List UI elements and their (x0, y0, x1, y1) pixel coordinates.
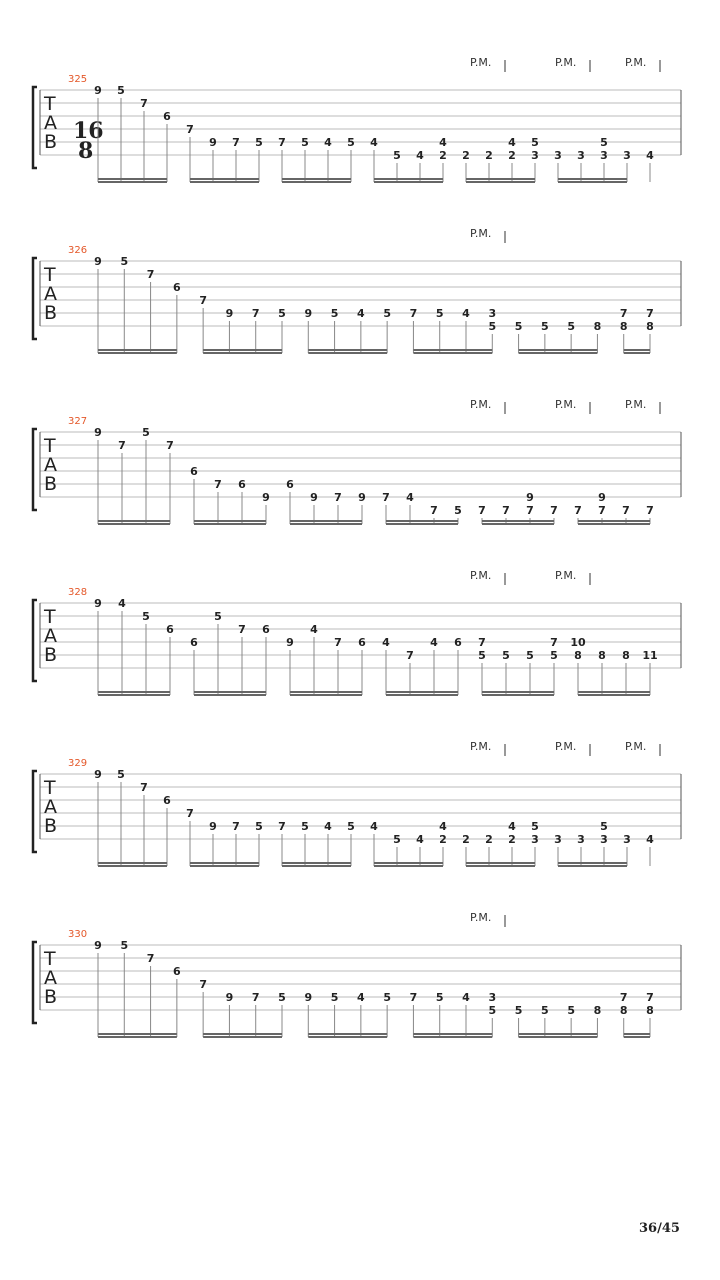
tab-clef-letter: A (44, 112, 57, 134)
fret-number: 5 (117, 84, 125, 97)
fret-number: 7 (186, 807, 194, 820)
fret-number: 4 (508, 136, 516, 149)
time-signature-bottom: 8 (78, 138, 94, 164)
fret-number: 3 (531, 833, 539, 846)
palm-mute-label: P.M. (470, 911, 492, 924)
fret-number: 7 (166, 439, 174, 452)
fret-number: 9 (262, 491, 270, 504)
fret-number: 9 (598, 491, 606, 504)
fret-number: 2 (462, 149, 470, 162)
fret-number: 7 (334, 491, 342, 504)
tab-clef-letter: A (44, 283, 57, 305)
fret-number: 4 (439, 820, 447, 833)
fret-number: 5 (567, 320, 575, 333)
palm-mute-label: P.M. (470, 569, 492, 582)
tab-clef-letter: B (44, 473, 58, 495)
fret-number: 5 (567, 1004, 575, 1017)
fret-number: 7 (622, 504, 630, 517)
fret-number: 7 (409, 991, 418, 1004)
palm-mute-label: P.M. (555, 740, 577, 753)
fret-number: 4 (646, 833, 654, 846)
fret-number: 6 (173, 281, 181, 294)
fret-number: 9 (94, 768, 102, 781)
fret-number: 5 (120, 939, 129, 952)
fret-number: 5 (502, 649, 510, 662)
fret-number: 5 (255, 820, 263, 833)
fret-number: 5 (330, 991, 339, 1004)
fret-number: 5 (488, 1004, 497, 1017)
fret-number: 6 (286, 478, 294, 491)
fret-number: 5 (514, 1004, 523, 1017)
fret-number: 4 (382, 636, 390, 649)
fret-number: 8 (622, 649, 630, 662)
fret-number: 7 (238, 623, 246, 636)
fret-number: 7 (251, 991, 260, 1004)
fret-number: 8 (619, 320, 628, 333)
fret-number: 5 (214, 610, 222, 623)
fret-number: 2 (485, 149, 493, 162)
fret-number: 6 (163, 110, 171, 123)
fret-number: 9 (304, 991, 313, 1004)
fret-number: 4 (324, 820, 332, 833)
fret-number: 9 (225, 307, 234, 320)
fret-number: 6 (163, 794, 171, 807)
fret-number: 5 (435, 307, 444, 320)
fret-number: 7 (186, 123, 194, 136)
fret-number: 5 (142, 426, 150, 439)
fret-number: 5 (531, 136, 539, 149)
fret-number: 5 (488, 320, 497, 333)
fret-number: 3 (577, 149, 585, 162)
fret-number: 7 (409, 307, 418, 320)
fret-number: 8 (646, 1004, 654, 1017)
tab-clef-letter: T (44, 93, 56, 115)
palm-mute-label: P.M. (625, 398, 647, 411)
palm-mute-label: P.M. (470, 227, 492, 240)
fret-number: 7 (199, 978, 207, 991)
fret-number: 8 (593, 1004, 602, 1017)
palm-mute-label: P.M. (625, 56, 647, 69)
fret-number: 5 (600, 136, 608, 149)
fret-number: 6 (238, 478, 246, 491)
measure-number: 330 (68, 929, 88, 940)
fret-number: 7 (598, 504, 606, 517)
fret-number: 4 (357, 991, 365, 1004)
fret-number: 7 (574, 504, 582, 517)
tab-clef-letter: A (44, 796, 57, 818)
tab-clef-letter: B (44, 302, 58, 324)
fret-number: 7 (646, 504, 654, 517)
tab-clef-letter: B (44, 815, 58, 837)
fret-number: 7 (526, 504, 534, 517)
fret-number: 5 (393, 149, 401, 162)
system-bracket (33, 942, 37, 1023)
fret-number: 5 (117, 768, 125, 781)
palm-mute-label: P.M. (470, 740, 492, 753)
fret-number: 3 (623, 149, 631, 162)
time-signature-top: 16 (73, 118, 104, 144)
fret-number: 5 (347, 820, 355, 833)
fret-number: 8 (646, 320, 654, 333)
fret-number: 4 (462, 991, 470, 1004)
fret-number: 2 (439, 149, 447, 162)
fret-number: 5 (347, 136, 355, 149)
fret-number: 7 (146, 268, 155, 281)
fret-number: 7 (406, 649, 414, 662)
fret-number: 2 (439, 833, 447, 846)
page-number: 36/45 (639, 1221, 680, 1236)
fret-number: 5 (330, 307, 339, 320)
fret-number: 2 (462, 833, 470, 846)
fret-number: 5 (454, 504, 462, 517)
fret-number: 5 (301, 136, 309, 149)
fret-number: 7 (146, 952, 155, 965)
fret-number: 7 (214, 478, 222, 491)
fret-number: 9 (310, 491, 318, 504)
fret-number: 5 (526, 649, 534, 662)
fret-number: 5 (120, 255, 129, 268)
fret-number: 6 (262, 623, 270, 636)
fret-number: 7 (619, 991, 628, 1004)
palm-mute-label: P.M. (625, 740, 647, 753)
fret-number: 7 (334, 636, 342, 649)
tab-clef-letter: A (44, 454, 57, 476)
fret-number: 5 (435, 991, 444, 1004)
fret-number: 5 (550, 649, 558, 662)
fret-number: 4 (508, 820, 516, 833)
fret-number: 9 (94, 939, 102, 952)
fret-number: 9 (94, 255, 102, 268)
fret-number: 9 (209, 820, 217, 833)
tab-clef-letter: T (44, 606, 56, 628)
fret-number: 8 (598, 649, 606, 662)
fret-number: 9 (304, 307, 313, 320)
fret-number: 6 (190, 636, 198, 649)
fret-number: 6 (454, 636, 462, 649)
tab-clef-letter: B (44, 644, 58, 666)
fret-number: 3 (623, 833, 631, 846)
fret-number: 7 (550, 636, 558, 649)
fret-number: 7 (646, 991, 654, 1004)
tab-clef-letter: A (44, 625, 57, 647)
fret-number: 7 (646, 307, 654, 320)
fret-number: 7 (278, 136, 286, 149)
fret-number: 4 (416, 149, 424, 162)
fret-number: 9 (526, 491, 534, 504)
fret-number: 9 (225, 991, 234, 1004)
palm-mute-label: P.M. (555, 56, 577, 69)
fret-number: 4 (370, 820, 378, 833)
fret-number: 4 (416, 833, 424, 846)
fret-number: 9 (358, 491, 366, 504)
fret-number: 3 (600, 149, 608, 162)
palm-mute-label: P.M. (555, 569, 577, 582)
fret-number: 10 (570, 636, 586, 649)
fret-number: 5 (383, 991, 391, 1004)
measure-number: 328 (68, 587, 88, 598)
fret-number: 9 (209, 136, 217, 149)
fret-number: 7 (251, 307, 260, 320)
fret-number: 4 (118, 597, 126, 610)
fret-number: 5 (142, 610, 150, 623)
fret-number: 3 (600, 833, 608, 846)
fret-number: 7 (278, 820, 286, 833)
fret-number: 3 (554, 833, 562, 846)
tab-clef-letter: T (44, 948, 56, 970)
fret-number: 4 (324, 136, 332, 149)
fret-number: 4 (430, 636, 438, 649)
fret-number: 5 (478, 649, 486, 662)
fret-number: 3 (577, 833, 585, 846)
fret-number: 8 (619, 1004, 628, 1017)
fret-number: 2 (508, 833, 516, 846)
fret-number: 3 (531, 149, 539, 162)
fret-number: 5 (301, 820, 309, 833)
fret-number: 7 (430, 504, 438, 517)
fret-number: 7 (140, 97, 148, 110)
tab-clef-letter: B (44, 986, 58, 1008)
fret-number: 5 (541, 320, 549, 333)
fret-number: 7 (140, 781, 148, 794)
measure-number: 329 (68, 758, 88, 769)
fret-number: 7 (478, 636, 486, 649)
measure-number: 325 (68, 74, 88, 85)
fret-number: 9 (286, 636, 294, 649)
fret-number: 7 (199, 294, 207, 307)
fret-number: 8 (574, 649, 582, 662)
fret-number: 6 (358, 636, 366, 649)
fret-number: 9 (94, 597, 102, 610)
fret-number: 9 (94, 426, 102, 439)
fret-number: 4 (439, 136, 447, 149)
fret-number: 4 (646, 149, 654, 162)
fret-number: 6 (190, 465, 198, 478)
fret-number: 5 (531, 820, 539, 833)
fret-number: 7 (232, 820, 240, 833)
fret-number: 11 (642, 649, 658, 662)
fret-number: 4 (357, 307, 365, 320)
fret-number: 6 (173, 965, 181, 978)
tab-clef-letter: A (44, 967, 57, 989)
fret-number: 3 (554, 149, 562, 162)
fret-number: 3 (488, 307, 497, 320)
fret-number: 2 (508, 149, 516, 162)
fret-number: 7 (232, 136, 240, 149)
measure-number: 326 (68, 245, 88, 256)
fret-number: 5 (383, 307, 391, 320)
tab-clef-letter: T (44, 264, 56, 286)
fret-number: 5 (541, 1004, 549, 1017)
fret-number: 8 (593, 320, 602, 333)
fret-number: 3 (488, 991, 497, 1004)
fret-number: 7 (502, 504, 510, 517)
fret-number: 4 (370, 136, 378, 149)
fret-number: 7 (382, 491, 390, 504)
fret-number: 4 (462, 307, 470, 320)
fret-number: 7 (550, 504, 558, 517)
fret-number: 5 (600, 820, 608, 833)
fret-number: 5 (255, 136, 263, 149)
fret-number: 5 (278, 991, 286, 1004)
fret-number: 7 (478, 504, 486, 517)
fret-number: 4 (310, 623, 318, 636)
fret-number: 6 (166, 623, 174, 636)
fret-number: 4 (406, 491, 414, 504)
fret-number: 5 (393, 833, 401, 846)
palm-mute-label: P.M. (470, 398, 492, 411)
fret-number: 5 (514, 320, 523, 333)
fret-number: 5 (278, 307, 286, 320)
tab-clef-letter: T (44, 435, 56, 457)
fret-number: 7 (118, 439, 126, 452)
palm-mute-label: P.M. (555, 398, 577, 411)
tab-clef-letter: B (44, 131, 58, 153)
fret-number: 9 (94, 84, 102, 97)
fret-number: 7 (619, 307, 628, 320)
fret-number: 2 (485, 833, 493, 846)
tab-clef-letter: T (44, 777, 56, 799)
palm-mute-label: P.M. (470, 56, 492, 69)
measure-number: 327 (68, 416, 88, 427)
